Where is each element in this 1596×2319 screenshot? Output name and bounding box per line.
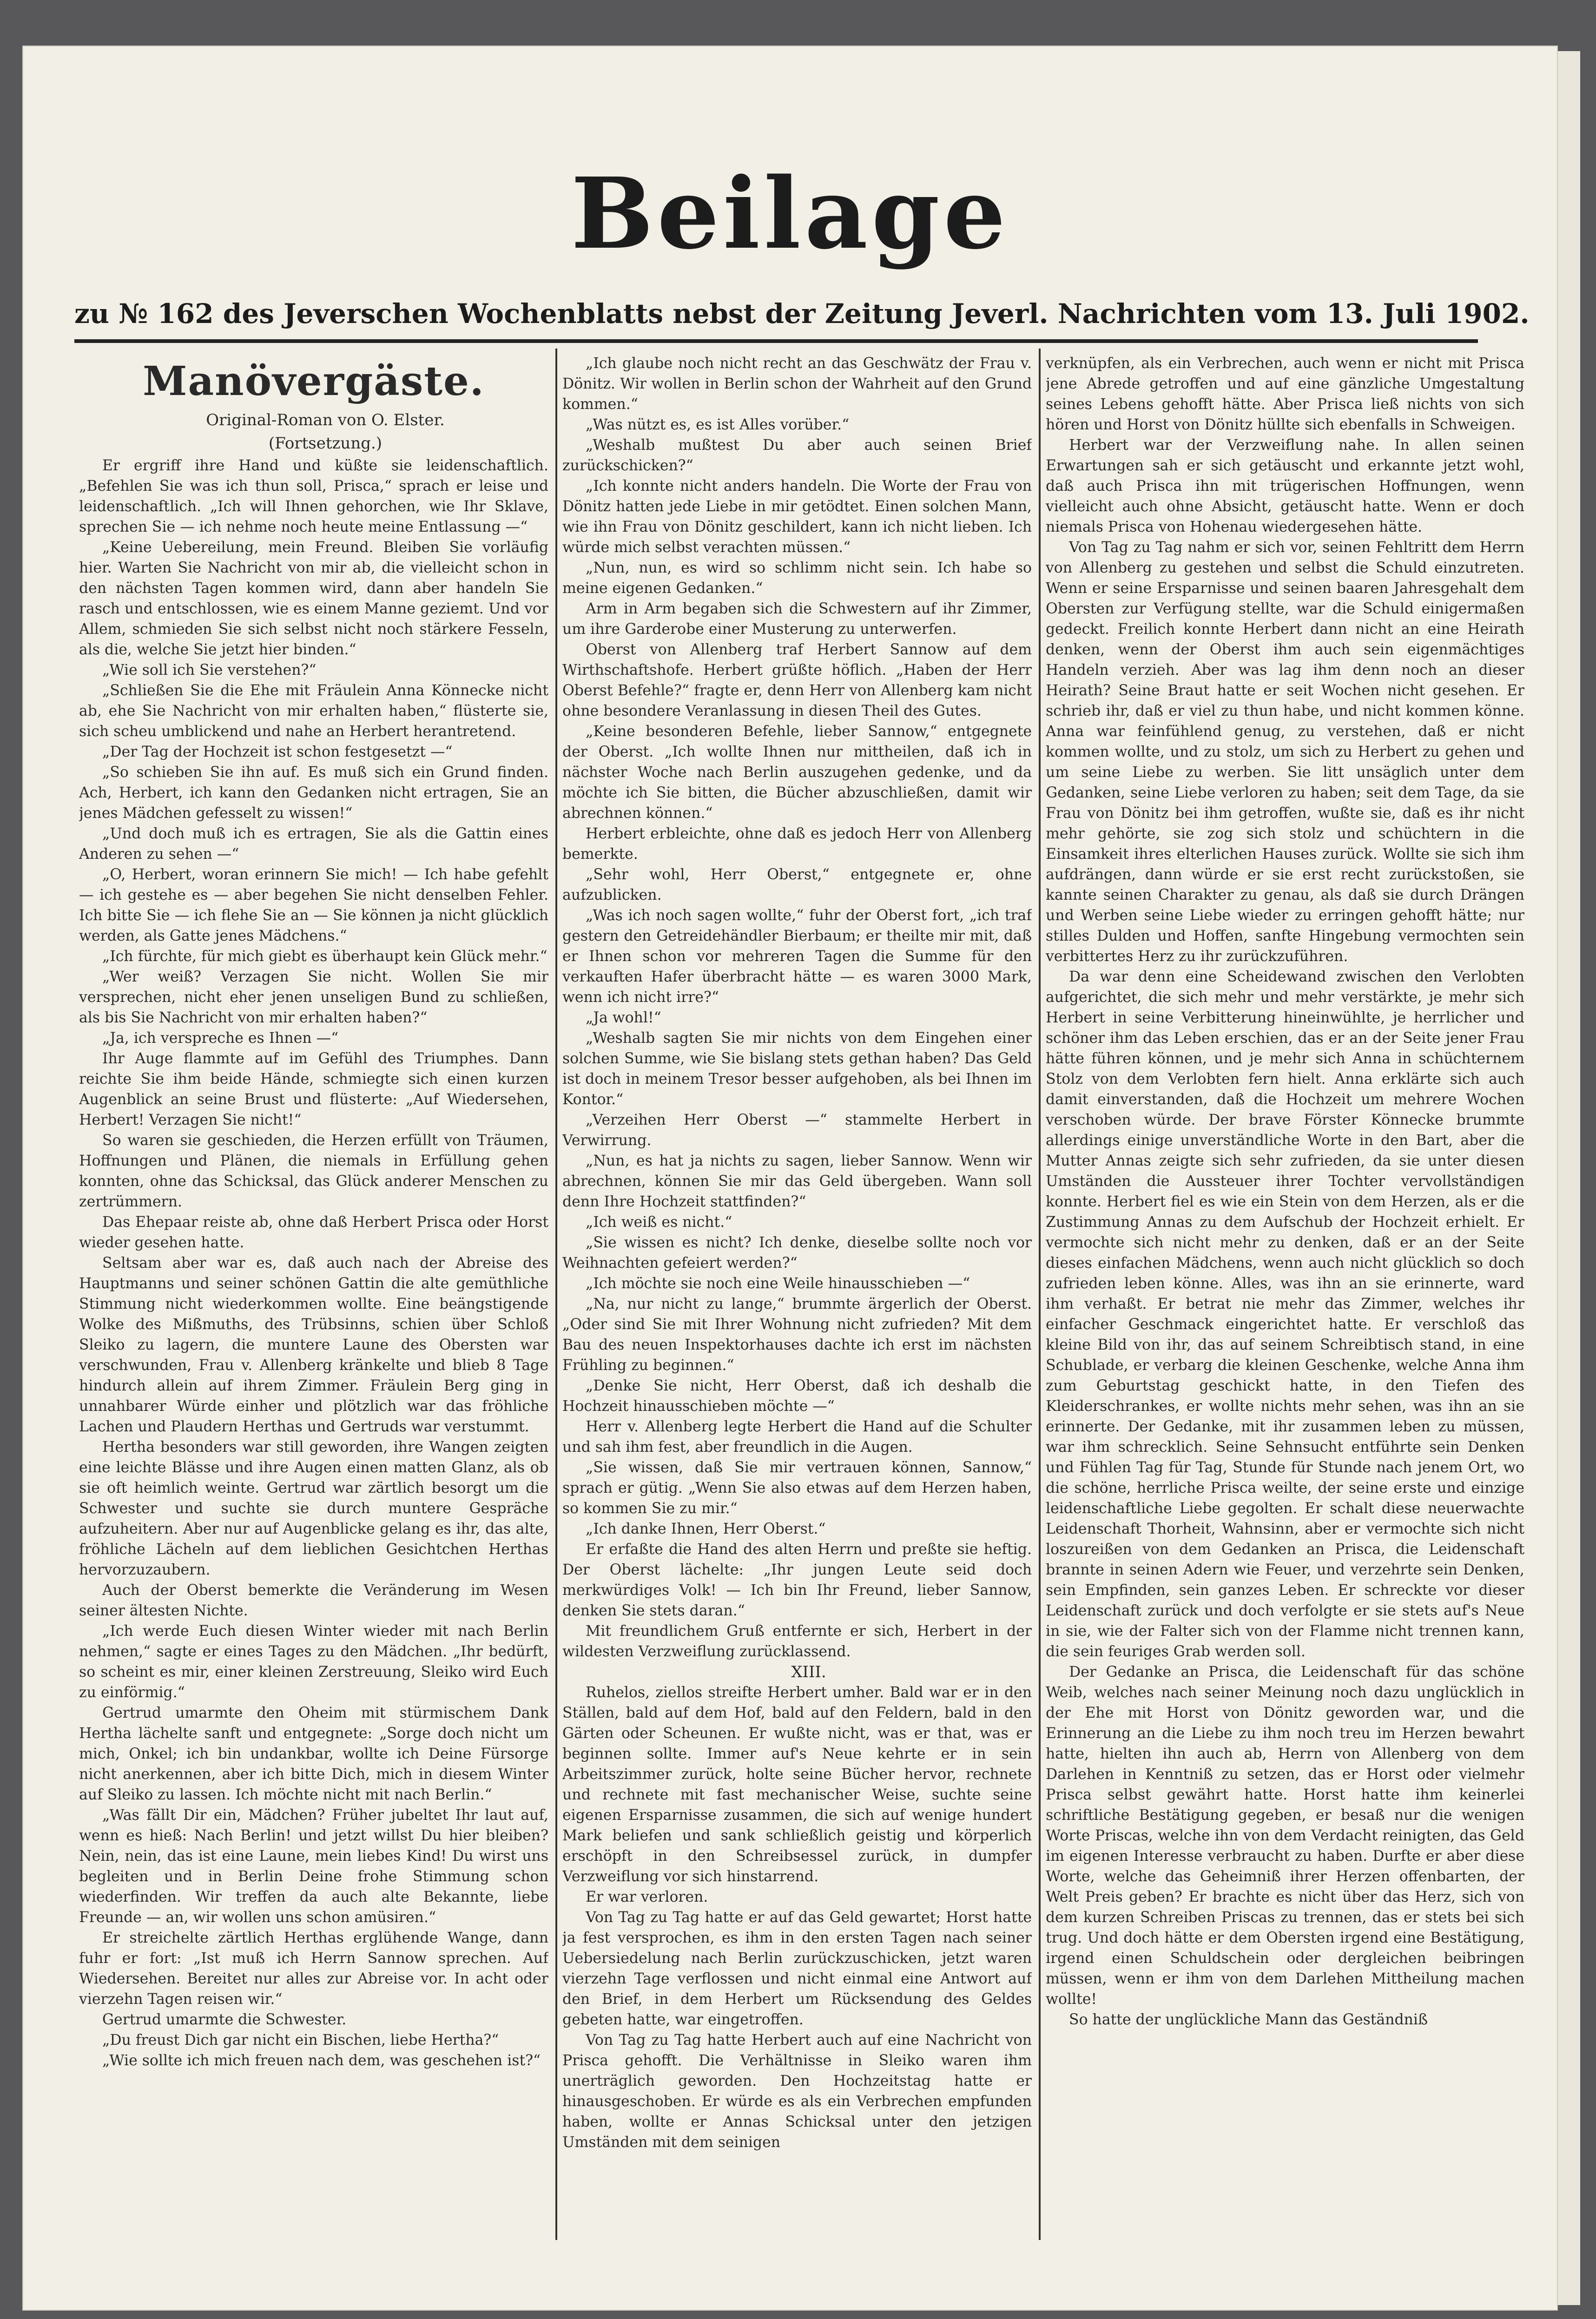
paragraph: „Schließen Sie die Ehe mit Fräulein Anna Könnecke nicht ab, ehe Sie Nachricht von mir erhalten haben,“ flüsterte sie, sich scheu umblickend und nahe an Herbert herantretend. bbox=[79, 682, 548, 740]
paragraph: „Nun, es hat ja nichts zu sagen, lieber Sannow. Wenn wir abrechnen, können Sie mir das Geld übergeben. Wann soll denn Ihre Hochzeit stattfinden?“ bbox=[562, 1153, 1032, 1210]
paragraph: „Der Tag der Hochzeit ist schon festgesetzt —“ bbox=[102, 744, 453, 760]
masthead-subline: zu № 162 des Jeverschen Wochenblatts nebst der Zeitung Jeverl. Nachrichten vom 13. Juli 1902. bbox=[74, 298, 1530, 329]
paragraph: So hatte der unglückliche Mann das Geständniß bbox=[1069, 2011, 1428, 2028]
chapter-heading: XIII. bbox=[791, 1663, 826, 1681]
paragraph: Das Ehepaar reiste ab, ohne daß Herbert Prisca oder Horst wieder gesehen hatte. bbox=[79, 1214, 548, 1251]
paragraph: „Na, nur nicht zu lange,“ brummte ärgerlich der Oberst. „Oder sind Sie mit Ihrer Wohnung nicht zufrieden? Mit dem Bau des neuen Inspektorhauses dachte ich erst im nächsten Frühling zu beginnen.“ bbox=[562, 1296, 1032, 1374]
paragraph: Von Tag zu Tag nahm er sich vor, seinen Fehltritt dem Herrn von Allenberg zu gestehen und selbst die Schuld einzutreten. Wenn er seine Ersparnisse und seinen baaren Jahresgehalt dem Obersten zur Verfügung stellte, war die Schuld einigermaßen gedeckt. Freilich konnte Herbert dann nicht an eine Heirath denken, wenn der Oberst ihm auch sein eigenmächtiges Handeln verzieh. Aber was lag ihm denn noch an dieser Heirath? Seine Braut hatte er seit Wochen nicht gesehen. Er schrieb ihr, daß er viel zu thun habe, und nicht kommen könne. Anna war feinfühlend genug, zu verstehen, daß er nicht kommen wollte, und zu stolz, um sich zu Herbert zu gehen und um seine Liebe zu werben. Sie litt unsäglich unter dem Gedanken, seine Liebe verloren zu haben; seit dem Tage, da sie Frau von Dönitz bei ihm getroffen, wußte sie, daß es ihr nicht mehr gehörte, sie zog sich stolz und schüchtern in die Einsamkeit ihres elterlichen Hauses zurück. Wollte sie sich ihm aufdrängen, dann würde er sie erst recht zurückstoßen, sie kannte seinen Charakter zu genau, als daß sie durch Drängen und Werben seine Liebe wieder zu erringen gehofft hätte; nur stilles Dulden und Hoffen, sanfte Hingebung vermochten sein verbittertes Herz zu ihr zurückzuführen. bbox=[1046, 539, 1524, 965]
paragraph: So waren sie geschieden, die Herzen erfüllt von Träumen, Hoffnungen und Plänen, die niemals in Erfüllung gehen konnten, ohne das Schicksal, das Glück anderer Menschen zu zertrümmern. bbox=[79, 1132, 548, 1210]
paragraph: „Und doch muß ich es ertragen, Sie als die Gattin eines Anderen zu sehen —“ bbox=[79, 825, 548, 863]
paragraph: Herr v. Allenberg legte Herbert die Hand auf die Schulter und sah ihm fest, aber freundlich in die Augen. bbox=[562, 1418, 1032, 1456]
article-continuation: (Fortsetzung.) bbox=[268, 434, 383, 453]
paragraph: „Was ich noch sagen wollte,“ fuhr der Oberst fort, „ich traf gestern den Getreidehändler Bierbaum; er theilte mir mit, daß er Ihnen schon vor mehreren Tagen die Summe für den verkauften Hafer überbracht hätte — es waren 3000 Mark, wenn ich nicht irre?“ bbox=[562, 907, 1032, 1006]
paragraph: „Ich konnte nicht anders handeln. Die Worte der Frau von Dönitz hatten jede Liebe in mir getödtet. Einen solchen Mann, wie ihn Frau von Dönitz geschildert, kann ich nicht lieben. Ich würde mich selbst verachten müssen.“ bbox=[562, 478, 1032, 556]
paragraph: „Denke Sie nicht, Herr Oberst, daß ich deshalb die Hochzeit hinausschieben möchte —“ bbox=[562, 1377, 1032, 1415]
paragraph: „Was fällt Dir ein, Mädchen? Früher jubeltet Ihr laut auf, wenn es hieß: Nach Berlin! und jetzt willst Du hier bleiben? Nein, nein, das ist eine Laune, mein liebes Kind! Du wirst uns begleiten und in Berlin Deine frohe Stimmung schon wiederfinden. Wir treffen da auch alte Bekannte, liebe Freunde — an, wir wollen uns schon amüsiren.“ bbox=[79, 1807, 548, 1926]
paragraph: „Wie soll ich Sie verstehen?“ bbox=[102, 662, 317, 679]
paragraph: Ihr Auge flammte auf im Gefühl des Triumphes. Dann reichte Sie ihm beide Hände, schmiegte sich einen kurzen Augenblick an seine Brust und flüsterte: „Auf Wiedersehen, Herbert! Verzagen Sie nicht!“ bbox=[79, 1050, 548, 1128]
paragraph: „Ich werde Euch diesen Winter wieder mit nach Berlin nehmen,“ sagte er eines Tages zu den Mädchen. „Ihr bedürft, so scheint es mir, einer kleinen Zerstreuung, Sleiko wird Euch zu einförmig.“ bbox=[79, 1623, 548, 1701]
paragraph: „O, Herbert, woran erinnern Sie mich! — Ich habe gefehlt — ich gestehe es — aber begehen Sie nicht denselben Fehler. Ich bitte Sie — ich flehe Sie an — Sie können ja nicht glücklich werden, als Gatte jenes Mädchens.“ bbox=[79, 866, 548, 944]
column-1 bbox=[79, 353, 548, 2254]
paragraph: Mit freundlichem Gruß entfernte er sich, Herbert in der wildesten Verzweiflung zurücklassend. bbox=[562, 1623, 1032, 1660]
paragraph: „Weshalb mußtest Du aber auch seinen Brief zurückschicken?“ bbox=[562, 437, 1032, 474]
paragraph: Er erfaßte die Hand des alten Herrn und preßte sie heftig. Der Oberst lächelte: „Ihr jungen Leute seid doch merkwürdiges Volk! — Ich bin Ihr Freund, lieber Sannow, denken Sie stets daran.“ bbox=[562, 1541, 1032, 1619]
paragraph: „Keine besonderen Befehle, lieber Sannow,“ entgegnete der Oberst. „Ich wollte Ihnen nur mittheilen, daß ich in nächster Woche nach Berlin auszugehen gedenke, und da möchte ich Sie bitten, die Bücher abzuschließen, damit wir abrechnen können.“ bbox=[562, 723, 1032, 822]
paragraph: „Wer weiß? Verzagen Sie nicht. Wollen Sie mir versprechen, nicht eher jenen unseligen Bund zu schließen, als bis Sie Nachricht von mir erhalten haben?“ bbox=[79, 968, 548, 1026]
paragraph: „Ja, ich verspreche es Ihnen —“ bbox=[102, 1030, 339, 1047]
paragraph: „Ich danke Ihnen, Herr Oberst.“ bbox=[586, 1521, 826, 1537]
paragraph: „So schieben Sie ihn auf. Es muß sich ein Grund finden. Ach, Herbert, ich kann den Gedanken nicht ertragen, Sie an jenes Mädchen gefesselt zu wissen!“ bbox=[79, 764, 548, 822]
newspaper-page bbox=[23, 46, 1557, 2310]
paragraph: „Keine Uebereilung, mein Freund. Bleiben Sie vorläufig hier. Warten Sie Nachricht von mir ab, die vielleicht schon in den nächsten Tagen kommen wird, dann aber handeln Sie rasch und entschlossen, wie es einem Manne geziemt. Und vor Allem, schmieden Sie sich selbst nicht noch stärkere Fesseln, als die, welche Sie jetzt hier binden.“ bbox=[79, 539, 548, 658]
article-title: Manövergäste. bbox=[143, 358, 485, 405]
masthead-rule bbox=[74, 339, 1478, 343]
paragraph: Gertrud umarmte den Oheim mit stürmischem Dank Hertha lächelte sanft und entgegnete: „Sorge doch nicht um mich, Onkel; ich bin undankbar, wollte ich Deine Fürsorge nicht anerkennen, aber ich bitte Dich, mich in diesem Winter auf Sleiko zu lassen. Ich möchte nicht mit nach Berlin.“ bbox=[79, 1705, 548, 1803]
paragraph: Der Gedanke an Prisca, die Leidenschaft für das schöne Weib, welches nach seiner Meinung noch dazu unglücklich in der Ehe mit Horst von Dönitz geworden war, und die Erinnerung an die Liebe zu ihm noch treu im Herzen bewahrt hatte, hielten ihn auch ab, Herrn von Allenberg von dem Darlehen in Kenntniß zu setzen, das er Horst oder vielmehr Prisca selbst gewährt hatte. Horst hatte ihm keinerlei schriftliche Bestätigung gegeben, er besaß nur die wenigen Worte Priscas, welche ihn von dem Verdacht reinigten, das Geld im eigenen Interesse verbraucht zu haben. Durfte er aber diese Worte, welche das Geheimniß ihrer Herzen offenbarten, der Welt Preis geben? Er brachte es nicht über das Herz, sich von dem kurzen Schreiben Priscas zu trennen, das er stets bei sich trug. Und doch hätte er dem Obersten irgend eine Bestätigung, irgend einen Schuldschein oder dergleichen beibringen müssen, wenn er ihm von dem Darlehen Mittheilung machen wollte! bbox=[1046, 1664, 1524, 2008]
masthead-title: Beilage bbox=[571, 156, 1009, 271]
paragraph: „Ich glaube noch nicht recht an das Geschwätz der Frau v. Dönitz. Wir wollen in Berlin schon der Wahrheit auf den Grund kommen.“ bbox=[562, 355, 1032, 413]
column-3 bbox=[1046, 353, 1524, 2254]
column-2 bbox=[562, 353, 1032, 2254]
paragraph: „Ich fürchte, für mich giebt es überhaupt kein Glück mehr.“ bbox=[102, 948, 547, 965]
paragraph: „Ja wohl!“ bbox=[586, 1009, 661, 1026]
paragraph: Herbert war der Verzweiflung nahe. In allen seinen Erwartungen sah er sich getäuscht und erkannte jetzt wohl, daß auch Prisca ihn mit trügerischen Hoffnungen, wenn vielleicht auch ohne Absicht, getäuscht hatte. Wenn er doch niemals Prisca von Hohenau wiedergesehen hätte. bbox=[1046, 437, 1524, 535]
paragraph: „Was nützt es, es ist Alles vorüber.“ bbox=[586, 416, 850, 433]
column-divider bbox=[555, 349, 557, 2240]
paragraph: Seltsam aber war es, daß auch nach der Abreise des Hauptmanns und seiner schönen Gattin die alte gemüthliche Stimmung nicht wiederkommen wollte. Eine beängstigende Wolke des Mißmuths, des Trübsinns, schien über Schloß Sleiko zu lagern, die muntere Laune des Obersten war verschwunden, Frau v. Allenberg kränkelte und blieb 8 Tage hindurch allein auf ihrem Zimmer. Fräulein Berg ging in unnahbarer Würde einher und plötzlich war das fröhliche Lachen und Plaudern Herthas und Gertruds war verstummt. bbox=[79, 1255, 548, 1435]
paragraph: „Ich weiß es nicht.“ bbox=[586, 1214, 732, 1231]
paragraph: Von Tag zu Tag hatte Herbert auch auf eine Nachricht von Prisca gehofft. Die Verhältnisse in Sleiko waren ihm unerträglich geworden. Den Hochzeitstag hatte er hinausgeschoben. Er würde es als ein Verbrechen empfunden haben, wollte er Annas Schicksal unter den jetzigen Umständen mit dem seinigen bbox=[562, 2032, 1032, 2151]
paragraph: Er ergriff ihre Hand und küßte sie leidenschaftlich. „Befehlen Sie was ich thun soll, Prisca,“ sprach er leise und leidenschaftlich. „Ich will Ihnen gehorchen, wie Ihr Sklave, sprechen Sie — ich nehme noch heute meine Entlassung —“ bbox=[79, 457, 548, 535]
paragraph: „Sie wissen es nicht? Ich denke, dieselbe sollte noch vor Weihnachten gefeiert werden?“ bbox=[562, 1234, 1032, 1271]
paragraph: Arm in Arm begaben sich die Schwestern auf ihr Zimmer, um ihre Garderobe einer Musterung zu unterwerfen. bbox=[562, 600, 1032, 638]
paragraph: Auch der Oberst bemerkte die Veränderung im Wesen seiner ältesten Nichte. bbox=[79, 1582, 548, 1619]
paragraph: „Nun, nun, es wird so schlimm nicht sein. Ich habe so meine eigenen Gedanken.“ bbox=[562, 560, 1032, 597]
paragraph: „Du freust Dich gar nicht ein Bischen, liebe Hertha?“ bbox=[102, 2032, 499, 2049]
paragraph: Herbert erbleichte, ohne daß es jedoch Herr von Allenberg bemerkte. bbox=[562, 825, 1032, 863]
paragraph: „Ich möchte sie noch eine Weile hinausschieben —“ bbox=[586, 1275, 970, 1292]
article-credit: Original-Roman von O. Elster. bbox=[206, 411, 445, 429]
paragraph: Von Tag zu Tag hatte er auf das Geld gewartet; Horst hatte ja fest versprochen, es ihm in den ersten Tagen nach seiner Uebersiedelung nach Berlin zurückzuschicken, jetzt waren vierzehn Tage verflossen und nicht einmal eine Antwort auf den Brief, in dem Herbert um Rücksendung des Geldes gebeten hatte, war eingetroffen. bbox=[562, 1909, 1032, 2028]
paragraph: „Sie wissen, daß Sie mir vertrauen können, Sannow,“ sprach er gütig. „Wenn Sie also etwas auf dem Herzen haben, so kommen Sie zu mir.“ bbox=[562, 1459, 1032, 1517]
paragraph: Hertha besonders war still geworden, ihre Wangen zeigten eine leichte Blässe und ihre Augen einen matten Glanz, als ob sie oft heimlich weinte. Gertrud war zärtlich besorgt um die Schwester und suchte sie durch muntere Gespräche aufzuheitern. Aber nur auf Augenblicke gelang es ihr, das alte, fröhliche Lächeln auf dem lieblichen Gesichtchen Herthas hervorzuzaubern. bbox=[79, 1439, 548, 1578]
paragraph: Er streichelte zärtlich Herthas erglühende Wange, dann fuhr er fort: „Ist muß ich Herrn Sannow sprechen. Auf Wiedersehen. Bereitet nur alles zur Abreise vor. In acht oder vierzehn Tagen reisen wir.“ bbox=[79, 1930, 548, 2008]
paragraph: Ruhelos, ziellos streifte Herbert umher. Bald war er in den Ställen, bald auf dem Hof, bald auf den Feldern, bald in den Gärten oder Scheunen. Er wußte nicht, was er that, was er beginnen sollte. Immer auf's Neue kehrte er in sein Arbeitszimmer zurück, holte seine Bücher hervor, rechnete und rechnete mit fast mechanischer Weise, suchte seine eigenen Ersparnisse zusammen, die sich auf wenige hundert Mark beliefen und sank schließlich geistig und körperlich erschöpft in den Schreibsessel zurück, in dumpfer Verzweiflung vor sich hinstarrend. bbox=[562, 1684, 1032, 1885]
paragraph: Oberst von Allenberg traf Herbert Sannow auf dem Wirthschaftshofe. Herbert grüßte höflich. „Haben der Herr Oberst Befehle?“ fragte er, denn Herr von Allenberg kam nicht ohne besondere Veranlassung in diesen Theil des Gutes. bbox=[562, 641, 1032, 719]
paragraph: „Verzeihen Herr Oberst —“ stammelte Herbert in Verwirrung. bbox=[562, 1112, 1032, 1149]
paragraph: „Wie sollte ich mich freuen nach dem, was geschehen ist?“ bbox=[102, 2052, 541, 2069]
paragraph: Er war verloren. bbox=[586, 1889, 708, 1905]
paragraph: Gertrud umarmte die Schwester. bbox=[102, 2011, 347, 2028]
column-divider bbox=[1039, 349, 1041, 2240]
paragraph: Da war denn eine Scheidewand zwischen den Verlobten aufgerichtet, die sich mehr und mehr verstärkte, je mehr sich Herbert in seine Verbitterung hineinwühlte, je herrlicher und schöner ihm das Leben erschien, das er an der Seite jener Frau hätte führen können, und je mehr sich Anna in schüchternem Stolz von dem Verlobten fern hielt. Anna erklärte sich auch damit einverstanden, daß die Hochzeit um mehrere Wochen verschoben würde. Der brave Förster Könnecke brummte allerdings einige unverständliche Worte in den Bart, aber die Mutter Annas zeigte sich sehr zufrieden, da sie unter diesen Umständen die Aussteuer ihrer Tochter vervollständigen konnte. Herbert fiel es wie ein Stein von dem Herzen, als er die Zustimmung Annas zu dem Aufschub der Hochzeit erhielt. Er vermochte sich nicht mehr zu denken, daß er an der Seite dieses einfachen Mädchens, wenn auch nicht glücklich so doch zufrieden leben könne. Alles, was ihn an sie erinnerte, ward ihm verhaßt. Er betrat nie mehr das Zimmer, welches ihr einfacher Geschmack eingerichtet hatte. Er verschloß das kleine Bild von ihr, das auf seinem Schreibtisch stand, in eine Schublade, er verbarg die kleinen Geschenke, welche Anna ihm zum Geburtstag geschickt hatte, in den Tiefen des Kleiderschrankes, er wollte nichts mehr sehen, was ihn an sie erinnerte. Der Gedanke, mit ihr zusammen leben zu müssen, war ihm schrecklich. Seine Sehnsucht entführte sein Denken und Fühlen Tag für Tag, Stunde für Stunde nach jenem Ort, wo die schöne, herrliche Prisca weilte, der seine erste und einzige leidenschaftliche Liebe gegolten. Er schalt diese neuerwachte Leidenschaft Thorheit, Wahnsinn, aber er vermochte sich nicht loszureißen von dem Gedanken an Prisca, die Leidenschaft brannte in seinen Adern wie Feuer, und verzehrte sein Denken, sein Empfinden, sein ganzes Leben. Er schreckte vor dieser Leidenschaft zurück und doch verfolgte er sie stets auf's Neue in sie, wie der Falter sich von der Flamme nicht trennen kann, die sein feuriges Grab werden soll. bbox=[1046, 968, 1524, 1660]
paragraph: „Weshalb sagten Sie mir nichts von dem Eingehen einer solchen Summe, wie Sie bislang stets gethan haben? Das Geld ist doch in meinem Tresor besser aufgehoben, als bei Ihnen im Kontor.“ bbox=[562, 1030, 1032, 1108]
paragraph: „Sehr wohl, Herr Oberst,“ entgegnete er, ohne aufzublicken. bbox=[562, 866, 1032, 903]
paragraph: verknüpfen, als ein Verbrechen, auch wenn er nicht mit Prisca jene Abrede getroffen und auf eine gänzliche Umgestaltung seines Lebens gehofft hätte. Aber Prisca ließ nichts von sich hören und Horst von Dönitz hüllte sich ebenfalls in Schweigen. bbox=[1046, 355, 1524, 433]
